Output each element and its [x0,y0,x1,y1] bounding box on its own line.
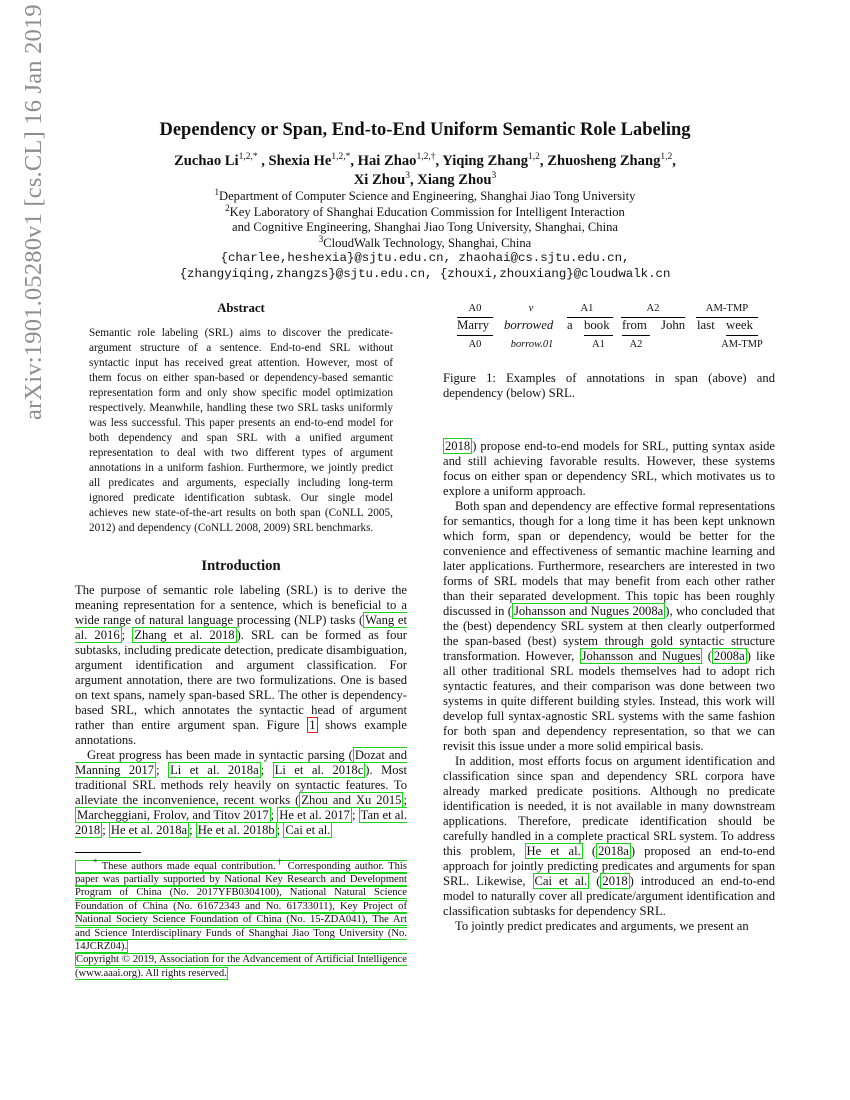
author-name: , Xiang Zhou [410,172,492,188]
authors-line-1 [0,152,850,171]
abstract-text: Semantic role labeling (SRL) aims to discover the predicate-argument structure of a sentence. End-to-end SRL without syntactic input has received great attention. However, most of them focus on either span-based or dependency-based semantic representation form and only show specific model optimization respectively. Meanwhile, handling these two SRL tasks uniformly was less successful. This paper presents an end-to-end model for both dependency and span SRL with a unified argument representation to deal with two different types of argument annotations in a uniform fashion. Furthermore, we jointly predict all predicates and arguments, especially including long-term ignored predicate identification subtask. Our single model achieves new state-of-the-art results on both span (CoNLL 2005, 2012) and dependency (CoNLL 2008, 2009) SRL benchmarks. [89,327,393,534]
fig-bottom-label: AM-TMP [721,339,763,350]
abstract-heading: Abstract [217,301,265,315]
right-paragraph-4: To jointly predict predicates and arguments, we present an [455,919,749,933]
author-name: , Zhuosheng Zhang [539,153,661,169]
arxiv-stamp[interactable]: arXiv:1901.05280v1 [cs.CL] 16 Jan 2019 [20,4,47,420]
citation-link[interactable]: Li et al. 2018a [170,763,259,777]
fig-word: a [567,318,573,332]
author-affiliation-marker: 3 [491,171,497,181]
fig-bottom-label: A1 [592,339,605,350]
copyright-link[interactable]: Copyright © 2019, Association for the Advancement of Artificial Intelligence (www.aaai.org). All rights reserved. [75,954,407,979]
intro-paragraph-2: Great progress has been made in syntactic parsing ( Dozat and Manning 2017 ; Li et al. 2018a ; Li et al. 2018c ). Most traditional SRL methods rely heavily on syntactic features. To alleviate the inconvenience, recent works ( Zhou and Xu 2015 ; Marcheggiani, Frolov, and Titov 2017 ; He et al. 2017 ; Tan et al. 2018 ; He et al. 2018a ; He et al. 2018b ; Cai et al. [75,748,408,837]
figure-1 [443,300,775,360]
fig-word: last [697,318,715,332]
author-affiliation-marker: 1,2,† [416,152,436,162]
citation-link[interactable]: He et al. 2018b [197,823,275,837]
intro-paragraph-1: The purpose of semantic role labeling (SRL) is to derive the meaning representation for a sentence, which is beneficial to a wide range of natural language processing (NLP) tasks ( Wang et al. 2016 ; Zhang et al. 2018 ). SRL can be formed as four subtasks, including predicate detection, predicate disambiguation, argument identification and argument classification. For argument annotation, there are two formulizations. One is based on text spans, namely span-based SRL. The other is dependency-based SRL, which annotates the syntactic head of argument rather than entire argument span. Figure 1 shows example annotations. [75,583,407,747]
affiliation-3: $^3$CloudWalk Technology, Shanghai, China [318,233,532,250]
introduction-heading: Introduction [201,558,281,574]
footnote-rule [75,852,141,853]
affiliations [0,189,850,282]
citation-link[interactable]: Johansson and Nugues [581,649,701,663]
citation-link[interactable]: Cai et al. [534,874,588,888]
citation-link[interactable]: Zhang et al. 2018 [134,628,235,642]
citation-link[interactable]: 2008a [713,649,745,663]
author-affiliation-marker: 3 [405,171,410,181]
citation-link[interactable]: He et al. 2018a [110,823,188,837]
author-name: , Hai Zhao [350,153,417,169]
right-column-body [443,439,775,934]
fig-bottom-rule [584,335,613,336]
footnote-link[interactable]: * These authors made equal contribution.† Corresponding author. This paper was partially supported by National Key Research and Development Program of China (No. 2017YFB0304100), National Natural Science Foundation of China (No. 61672343 and No. 61733011), Key Project of National Society Science Foundation of China (No. 15-ZDA041), The Art and Science Interdisciplinary Funds of Shanghai Jiao Tong University (No. 14JCRZ04). [75,856,407,952]
citation-link[interactable]: Zhou and Xu 2015 [301,793,402,807]
footnote [75,855,407,980]
right-paragraph-2: Both span and dependency are effective formal representations for semantics, though for a long time it has been kept unknown which form, span or dependency, would be better for the convenience and effectiveness of semantic machine learning and later applications. Furthermore, researchers are interested in two forms of SRL models that may benefit from each other rather than their separated development. This topic has been roughly discussed in ( Johansson and Nugues 2008a ), who concluded that the (best) dependency SRL system at then clearly outperformed the span-based (best) system through gold syntactic structure transformation. However, Johansson and Nugues ( 2008a ) like all other traditional SRL models themselves had to adopt rich syntactic features, and their comparison was done between two systems in quite different building styles. Instead, this work will develop full syntax-agnostic SRL systems with the same fashion for both span and dependency representation, so that we can revisit this issue under a more solid empirical basis. [443,499,776,753]
fig-word: week [726,318,753,332]
fig-bottom-rule [726,335,758,336]
fig-bottom-label: A2 [629,339,643,350]
fig-top-label: AM-TMP [705,303,749,314]
figure-reference-link[interactable]: 1 [309,718,316,732]
fig-word: from [622,318,647,332]
citation-link[interactable]: Li et al. 2018c [274,763,364,777]
citation-link[interactable]: 2018a [598,844,629,858]
paper-title: Dependency or Span, End-to-End Uniform Semantic Role Labeling [159,120,691,140]
citation-link[interactable]: He et al. [526,844,581,858]
fig-top-label: A1 [580,303,594,314]
fig-word: book [584,318,610,332]
fig-bottom-rule [457,335,493,336]
left-column-body [75,583,407,838]
right-paragraph-1: 2018 ) propose end-to-end models for SRL, putting syntax aside and still achieving favorable results. However, these systems focus on either span or dependency SRL, which motivates us to explore a uniform approach. [443,439,775,498]
author-affiliation-marker: 1,2,* [238,152,258,162]
author-name: , Shexia He [257,153,332,169]
citation-link[interactable]: Johansson and Nugues 2008a [513,604,664,618]
citation-link[interactable]: 2018 [445,439,471,453]
author-affiliation-marker: 1,2 [528,152,540,162]
citation-link[interactable]: Cai et al. [285,823,331,837]
citation-link[interactable]: Marcheggiani, Frolov, and Titov 2017 [77,808,269,822]
citation-link[interactable]: Tan et al. 2018 [75,808,407,837]
authors-line-2 [0,171,850,190]
fig-word: Marry [457,318,489,332]
fig-bottom-label: A0 [468,339,482,350]
author-affiliation-marker: 1,2 [660,152,673,162]
citation-link[interactable]: 2018 [602,874,628,888]
figure-1-caption: Figure 1: Examples of annotations in span (above) and dependency (below) SRL. [443,371,775,400]
fig-bottom-label: borrow.01 [510,339,554,350]
author-name: , [672,153,676,169]
citation-link[interactable]: He et al. 2017 [279,808,350,822]
author-affiliation-marker: 1,2,* [331,152,351,162]
author-name: Xi Zhou [353,172,406,188]
fig-bottom-rule [622,335,650,336]
author-name: Zuchao Li [174,153,239,169]
emails-line-2: {zhangyiqing,zhangzs}@sjtu.edu.cn, {zhouxi,zhouxiang}@cloudwalk.cn [179,266,671,281]
emails-line-1: {charlee,heshexia}@sjtu.edu.cn, zhaohai@cs.sjtu.edu.cn, [220,251,630,265]
fig-top-label: v [528,303,534,314]
affiliation-2: $^2$Key Laboratory of Shanghai Education Commission for Intelligent Interaction [225,202,625,219]
citation-link[interactable]: Wang et al. 2016 [75,613,407,642]
fig-word: borrowed [504,318,554,332]
affiliation-1: $^1$Department of Computer Science and Engineering, Shanghai Jiao Tong University [214,187,636,203]
fig-top-label: A2 [646,303,660,314]
fig-word: John [661,318,686,332]
author-name: , Yiqing Zhang [435,153,529,169]
fig-top-label: A0 [468,303,482,314]
affiliation-2-cont: and Cognitive Engineering, Shanghai Jiao Tong University, Shanghai, China [232,220,618,234]
citation-link[interactable]: Dozat and Manning 2017 [75,748,408,777]
author-list [0,152,850,190]
right-paragraph-3: In addition, most efforts focus on argument identification and classification since span and dependency SRL corpora have already marked predicate positions. Although no predicate identification is needed, it is not available in many downstream applications. Therefore, predicate identification should be carefully handled in a complete practical SRL system. To address this problem, He et al. ( 2018a ) proposed an end-to-end approach for jointly predicting predicates and arguments for span SRL. Likewise, Cai et al. ( 2018 ) introduced an end-to-end model to naturally cover all predicate/argument identification and classification subtasks for dependency SRL. [443,754,776,918]
